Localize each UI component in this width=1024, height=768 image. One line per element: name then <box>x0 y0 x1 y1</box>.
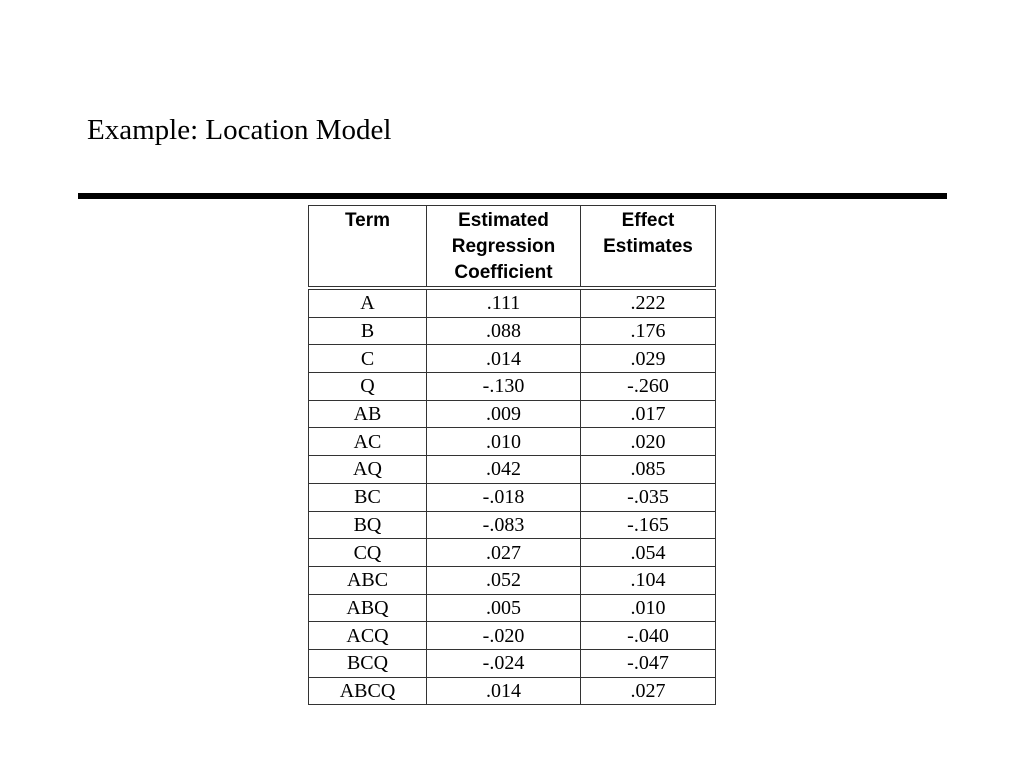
header-term: Term <box>309 206 427 289</box>
term-cell: AC <box>309 428 427 456</box>
term-cell: CQ <box>309 539 427 567</box>
coefficient-cell: .014 <box>427 345 581 373</box>
title-divider <box>78 193 947 199</box>
table-row <box>309 483 716 511</box>
term-cell: AQ <box>309 456 427 484</box>
term-cell: ABC <box>309 566 427 594</box>
coefficient-cell: .027 <box>427 539 581 567</box>
effect-cell: -.047 <box>581 649 716 677</box>
effect-cell: .176 <box>581 317 716 345</box>
term-cell: A <box>309 288 427 317</box>
coefficients-table <box>308 205 716 705</box>
coefficient-cell: -.018 <box>427 483 581 511</box>
table-row <box>309 400 716 428</box>
coefficient-cell: -.024 <box>427 649 581 677</box>
coefficient-cell: -.083 <box>427 511 581 539</box>
effect-cell: .104 <box>581 566 716 594</box>
coefficient-cell: .010 <box>427 428 581 456</box>
effect-cell: .029 <box>581 345 716 373</box>
term-cell: B <box>309 317 427 345</box>
effect-cell: -.040 <box>581 622 716 650</box>
coefficient-cell: .009 <box>427 400 581 428</box>
slide-title: Example: Location Model <box>87 114 392 146</box>
term-cell: Q <box>309 373 427 401</box>
table-row <box>309 649 716 677</box>
effect-cell: -.165 <box>581 511 716 539</box>
table-row <box>309 317 716 345</box>
term-cell: C <box>309 345 427 373</box>
effect-cell: .085 <box>581 456 716 484</box>
term-cell: BCQ <box>309 649 427 677</box>
header-effect-estimates: Effect Estimates <box>581 206 716 289</box>
table-row <box>309 456 716 484</box>
table-row <box>309 373 716 401</box>
table-row <box>309 345 716 373</box>
effect-cell: .010 <box>581 594 716 622</box>
term-cell: BQ <box>309 511 427 539</box>
effect-cell: .027 <box>581 677 716 705</box>
table-row <box>309 594 716 622</box>
coefficient-cell: -.020 <box>427 622 581 650</box>
coefficient-cell: .014 <box>427 677 581 705</box>
coefficient-cell: .052 <box>427 566 581 594</box>
effect-cell: .017 <box>581 400 716 428</box>
coefficient-cell: -.130 <box>427 373 581 401</box>
table-row <box>309 428 716 456</box>
term-cell: BC <box>309 483 427 511</box>
effect-cell: -.260 <box>581 373 716 401</box>
effect-cell: .222 <box>581 288 716 317</box>
table-row <box>309 677 716 705</box>
term-cell: AB <box>309 400 427 428</box>
term-cell: ACQ <box>309 622 427 650</box>
table-row <box>309 539 716 567</box>
table-row <box>309 288 716 317</box>
header-regression-coefficient: Estimated Regression Coefficient <box>427 206 581 289</box>
coefficient-cell: .088 <box>427 317 581 345</box>
table-header-row <box>309 206 716 289</box>
coefficient-cell: .005 <box>427 594 581 622</box>
term-cell: ABQ <box>309 594 427 622</box>
coefficient-cell: .111 <box>427 288 581 317</box>
table-row <box>309 622 716 650</box>
coefficient-cell: .042 <box>427 456 581 484</box>
effect-cell: .054 <box>581 539 716 567</box>
effect-cell: .020 <box>581 428 716 456</box>
effect-cell: -.035 <box>581 483 716 511</box>
table-row <box>309 566 716 594</box>
table-row <box>309 511 716 539</box>
term-cell: ABCQ <box>309 677 427 705</box>
